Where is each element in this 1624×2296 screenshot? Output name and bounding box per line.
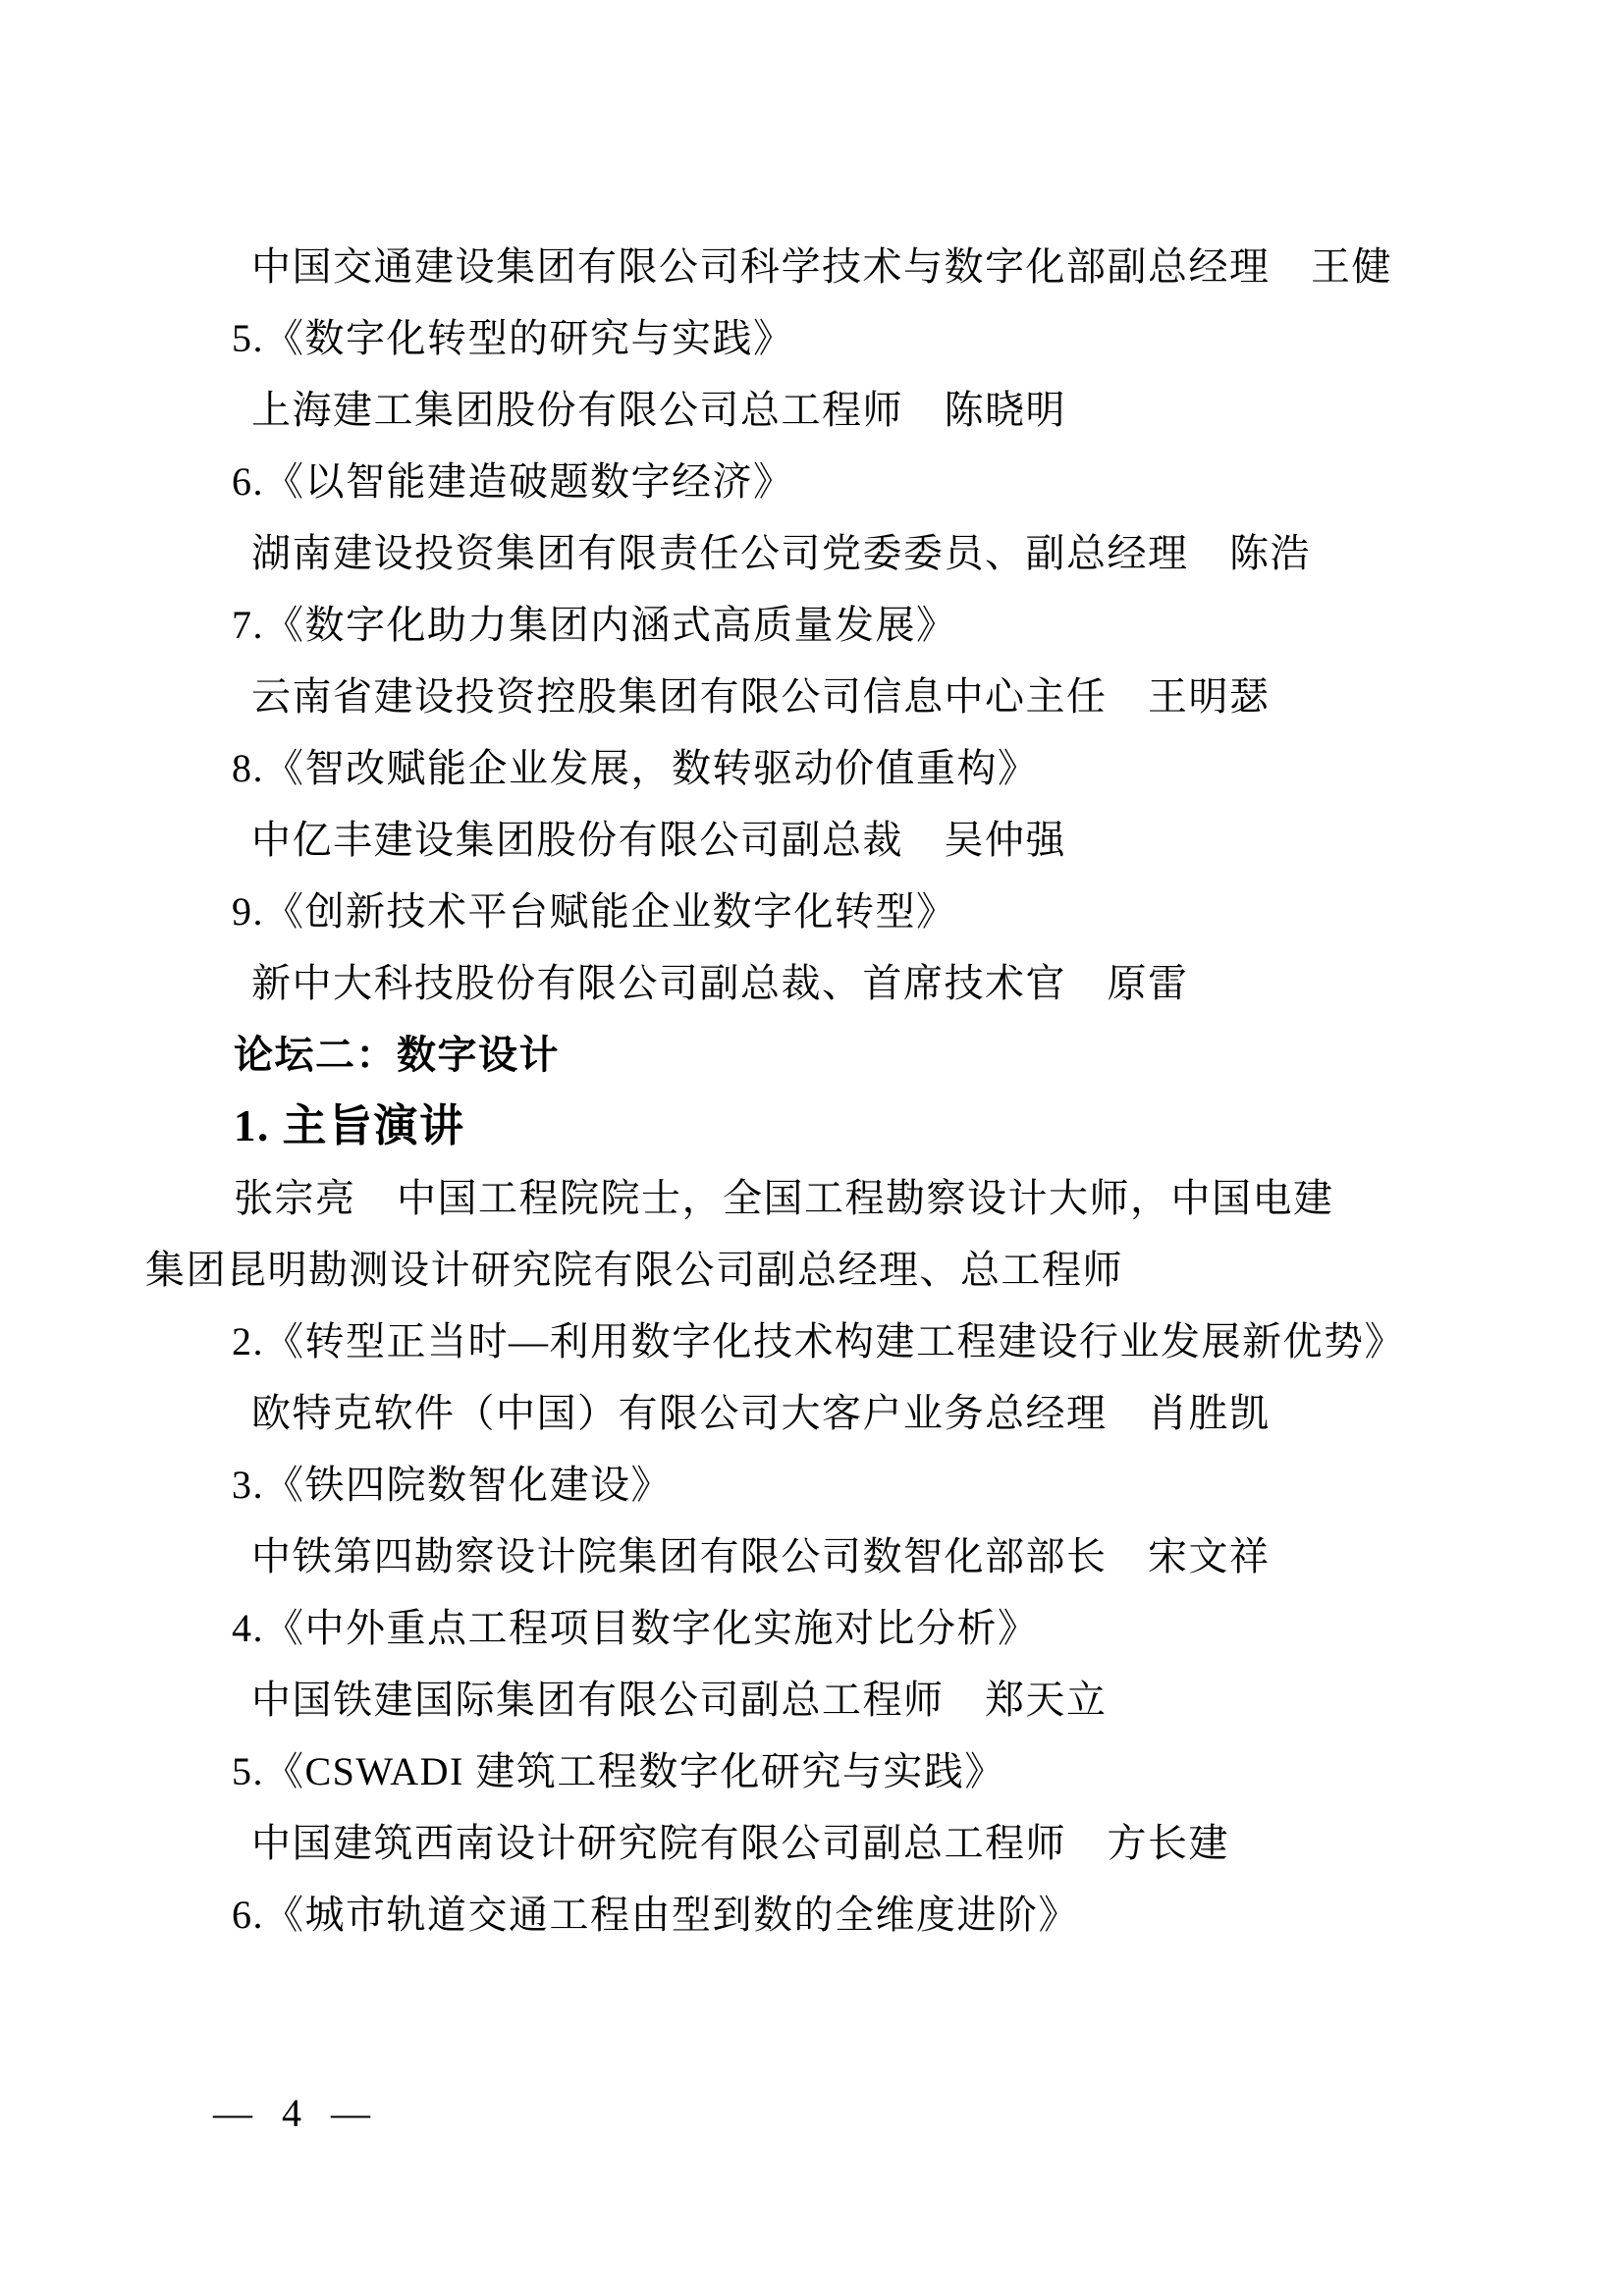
keynote-speaker-continuation: 集团昆明勘测设计研究院有限公司副总经理、总工程师 xyxy=(145,1248,1123,1292)
speaker-line: 新中大科技股份有限公司副总裁、首席技术官 原雷 xyxy=(251,961,1189,1005)
speaker-line: 欧特克软件（中国）有限公司大客户业务总经理 肖胜凯 xyxy=(251,1391,1271,1435)
talk-title-line: 6.《城市轨道交通工程由型到数的全维度进阶》 xyxy=(232,1893,1079,1937)
talk-title-line: 4.《中外重点工程项目数字化实施对比分析》 xyxy=(232,1606,1039,1650)
talk-title-line: 9.《创新技术平台赋能企业数字化转型》 xyxy=(232,889,957,934)
talk-title-line: 5.《数字化转型的研究与实践》 xyxy=(232,316,794,360)
speaker-line: 中国交通建设集团有限公司科学技术与数字化部副总经理 王健 xyxy=(251,244,1392,289)
footer-right-dash: — xyxy=(331,2091,370,2135)
keynote-heading: 1. 主旨演讲 xyxy=(234,1101,465,1150)
page-footer xyxy=(174,2005,370,2135)
forum-2-heading: 论坛二：数字设计 xyxy=(234,1033,560,1077)
speaker-line: 中国铁建国际集团有限公司副总工程师 郑天立 xyxy=(251,1678,1108,1722)
talk-title-line: 3.《铁四院数智化建设》 xyxy=(232,1463,672,1507)
page-number: 4 xyxy=(282,2091,301,2135)
agenda-content xyxy=(145,231,1481,1950)
talk-title-line: 5.《CSWADI 建筑工程数字化研究与实践》 xyxy=(232,1749,1005,1793)
speaker-line: 中国建筑西南设计研究院有限公司副总工程师 方长建 xyxy=(251,1821,1229,1865)
talk-title-line: 6.《以智能建造破题数字经济》 xyxy=(232,459,794,504)
speaker-line: 中铁第四勘察设计院集团有限公司数智化部部长 宋文祥 xyxy=(251,1534,1271,1578)
talk-title-line: 8.《智改赋能企业发展，数转驱动价值重构》 xyxy=(232,746,1039,790)
speaker-line: 湖南建设投资集团有限责任公司党委委员、副总经理 陈浩 xyxy=(251,531,1311,575)
talk-title-line: 2.《转型正当时—利用数字化技术构建工程建设行业发展新优势》 xyxy=(232,1319,1405,1363)
speaker-line: 中亿丰建设集团股份有限公司副总裁 吴仲强 xyxy=(251,818,1066,862)
speaker-line: 上海建工集团股份有限公司总工程师 陈晓明 xyxy=(251,388,1066,432)
speaker-line: 云南省建设投资控股集团有限公司信息中心主任 王明瑟 xyxy=(251,674,1271,719)
footer-left-dash: — xyxy=(213,2091,252,2135)
keynote-speaker-line: 张宗亮 中国工程院院士，全国工程勘察设计大师，中国电建 xyxy=(234,1176,1334,1220)
talk-title-line: 7.《数字化助力集团内涵式高质量发展》 xyxy=(232,603,957,647)
